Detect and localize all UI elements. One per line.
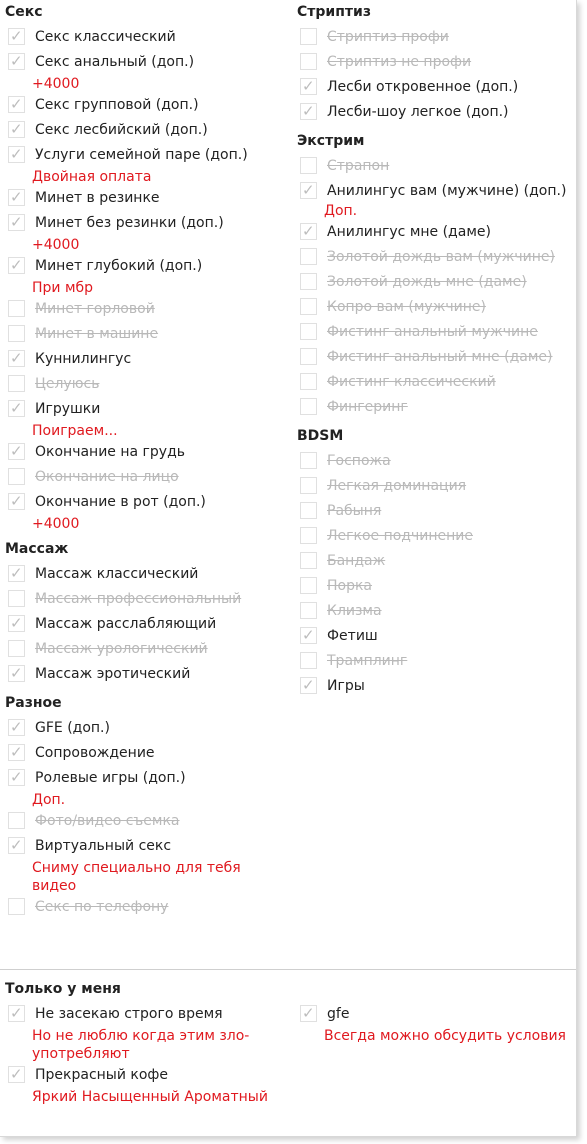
service-label: Секс по телефону xyxy=(35,899,169,915)
section-title-extreme: Экстрим xyxy=(297,133,365,149)
service-label: Прекрасный кофе xyxy=(35,1067,169,1083)
service-label: Игрушки xyxy=(35,401,101,417)
service-checkbox[interactable] xyxy=(8,300,25,317)
service-item[interactable] xyxy=(0,490,285,515)
service-label: Копро вам (мужчине) xyxy=(327,299,486,315)
service-checkbox[interactable] xyxy=(8,812,25,829)
service-label: Трамплинг xyxy=(327,653,408,669)
service-item[interactable] xyxy=(292,25,577,50)
service-checkbox[interactable] xyxy=(300,273,317,290)
service-item[interactable] xyxy=(292,220,577,245)
service-item[interactable] xyxy=(292,499,577,524)
service-item[interactable] xyxy=(292,674,577,699)
service-label: Секс классический xyxy=(35,29,176,45)
checkmark-icon: ✓ xyxy=(10,1065,23,1083)
service-label: Клизма xyxy=(327,603,382,619)
service-label: Куннилингус xyxy=(35,351,132,367)
service-label: Сопровождение xyxy=(35,745,155,761)
service-item[interactable] xyxy=(292,345,577,370)
service-item[interactable] xyxy=(292,154,577,179)
service-item[interactable] xyxy=(292,524,577,549)
service-checkbox[interactable] xyxy=(8,640,25,657)
checkmark-icon: ✓ xyxy=(302,676,315,694)
service-checkbox[interactable] xyxy=(8,719,25,736)
service-label: Госпожа xyxy=(327,453,391,469)
service-item[interactable] xyxy=(0,93,285,118)
service-item[interactable] xyxy=(0,397,285,422)
service-label: Не засекаю строго время xyxy=(35,1006,223,1022)
service-item[interactable] xyxy=(0,834,285,859)
service-item[interactable] xyxy=(292,395,577,420)
service-note: При мбр xyxy=(32,280,94,296)
service-item[interactable] xyxy=(0,637,285,662)
service-checkbox[interactable] xyxy=(300,577,317,594)
service-checkbox[interactable] xyxy=(8,665,25,682)
service-item[interactable] xyxy=(292,549,577,574)
service-label: GFE (доп.) xyxy=(35,720,110,736)
checkmark-icon: ✓ xyxy=(10,564,23,582)
service-item[interactable] xyxy=(0,372,285,397)
service-label: Стриптиз не профи xyxy=(327,54,472,70)
right-column xyxy=(292,0,577,699)
checkmark-icon: ✓ xyxy=(302,77,315,95)
service-item[interactable] xyxy=(0,347,285,372)
list-extreme xyxy=(292,154,577,420)
service-label: Минет горловой xyxy=(35,301,155,317)
section-title-misc: Разное xyxy=(5,695,62,711)
service-checkbox[interactable] xyxy=(300,477,317,494)
service-item[interactable] xyxy=(0,741,285,766)
service-item[interactable] xyxy=(292,270,577,295)
checkmark-icon: ✓ xyxy=(10,743,23,761)
service-item[interactable] xyxy=(292,50,577,75)
checkmark-icon: ✓ xyxy=(10,836,23,854)
checkmark-icon: ✓ xyxy=(10,768,23,786)
service-label: Минет глубокий (доп.) xyxy=(35,258,203,274)
service-label: Легкое подчинение xyxy=(327,528,473,544)
service-label: Секс лесбийский (доп.) xyxy=(35,122,208,138)
service-label: Анилингус мне (даме) xyxy=(327,224,491,240)
service-checkbox[interactable] xyxy=(8,53,25,70)
service-checkbox[interactable] xyxy=(300,398,317,415)
checkmark-icon: ✓ xyxy=(302,102,315,120)
service-checkbox[interactable] xyxy=(8,350,25,367)
checkmark-icon: ✓ xyxy=(10,492,23,510)
service-checkbox[interactable] xyxy=(300,103,317,120)
service-checkbox[interactable] xyxy=(300,677,317,694)
service-label: Фистинг классический xyxy=(327,374,496,390)
service-item[interactable] xyxy=(0,1002,285,1027)
section-title-bdsm: BDSM xyxy=(297,428,344,444)
service-label: Ролевые игры (доп.) xyxy=(35,770,186,786)
service-label: Окончание в рот (доп.) xyxy=(35,494,206,510)
service-checkbox[interactable] xyxy=(300,248,317,265)
service-label: Игры xyxy=(327,678,365,694)
service-item[interactable] xyxy=(0,716,285,741)
divider xyxy=(0,969,576,970)
service-label: Массаж классический xyxy=(35,566,199,582)
service-checkbox[interactable] xyxy=(8,468,25,485)
service-label: Рабыня xyxy=(327,503,382,519)
service-label: Окончание на лицо xyxy=(35,469,179,485)
service-checkbox[interactable] xyxy=(300,502,317,519)
service-label: Легкая доминация xyxy=(327,478,467,494)
service-checkbox[interactable] xyxy=(300,627,317,644)
service-checkbox[interactable] xyxy=(300,552,317,569)
service-note: +4000 xyxy=(32,516,80,532)
service-item[interactable] xyxy=(0,211,285,236)
service-item[interactable] xyxy=(292,100,577,125)
service-checkbox[interactable] xyxy=(8,121,25,138)
service-note: +4000 xyxy=(32,237,80,253)
service-checkbox[interactable] xyxy=(300,602,317,619)
checkmark-icon: ✓ xyxy=(10,145,23,163)
service-label: Секс анальный (доп.) xyxy=(35,54,195,70)
service-checkbox[interactable] xyxy=(8,325,25,342)
service-item[interactable] xyxy=(292,649,577,674)
service-note: Поиграем... xyxy=(32,423,118,439)
service-item[interactable] xyxy=(0,562,285,587)
service-checkbox[interactable] xyxy=(8,769,25,786)
service-note: Всегда можно обсудить условия xyxy=(324,1028,566,1044)
service-item[interactable] xyxy=(292,474,577,499)
checkmark-icon: ✓ xyxy=(302,626,315,644)
service-label: Лесби-шоу легкое (доп.) xyxy=(327,104,509,120)
list-only-me-right xyxy=(292,1002,577,1045)
service-item[interactable] xyxy=(0,186,285,211)
checkmark-icon: ✓ xyxy=(10,52,23,70)
checkmark-icon: ✓ xyxy=(10,718,23,736)
checkmark-icon: ✓ xyxy=(10,442,23,460)
list-striptease xyxy=(292,25,577,125)
service-label: Фото/видео съемка xyxy=(35,813,180,829)
service-checkbox[interactable] xyxy=(8,400,25,417)
checkmark-icon: ✓ xyxy=(10,120,23,138)
service-label: Услуги семейной паре (доп.) xyxy=(35,147,248,163)
service-checkbox[interactable] xyxy=(300,527,317,544)
service-checkbox[interactable] xyxy=(8,189,25,206)
service-checkbox[interactable] xyxy=(300,78,317,95)
service-checkbox[interactable] xyxy=(8,744,25,761)
service-checkbox[interactable] xyxy=(8,146,25,163)
service-item[interactable] xyxy=(292,449,577,474)
service-label: Фистинг анальный мне (даме) xyxy=(327,349,553,365)
service-checkbox[interactable] xyxy=(300,53,317,70)
section-title-striptease: Стриптиз xyxy=(297,4,371,20)
section-title-massage: Массаж xyxy=(5,541,69,557)
service-checkbox[interactable] xyxy=(8,1066,25,1083)
checkmark-icon: ✓ xyxy=(10,213,23,231)
service-note: Двойная оплата xyxy=(32,169,152,185)
service-label: Анилингус вам (мужчине) (доп.) xyxy=(327,183,567,199)
checkmark-icon: ✓ xyxy=(10,256,23,274)
service-checkbox[interactable] xyxy=(8,28,25,45)
service-item[interactable] xyxy=(292,179,577,202)
service-checkbox[interactable] xyxy=(8,96,25,113)
service-checkbox[interactable] xyxy=(300,348,317,365)
service-item[interactable] xyxy=(292,245,577,270)
service-label: Стриптиз профи xyxy=(327,29,449,45)
only-me-section xyxy=(0,977,576,1105)
service-label: Виртуальный секс xyxy=(35,838,172,854)
service-checkbox[interactable] xyxy=(300,323,317,340)
service-checkbox[interactable] xyxy=(300,298,317,315)
service-item[interactable] xyxy=(0,25,285,50)
checkmark-icon: ✓ xyxy=(10,95,23,113)
service-label: Страпон xyxy=(327,158,390,174)
service-label: Минет в машине xyxy=(35,326,159,342)
checkmark-icon: ✓ xyxy=(10,399,23,417)
service-checkbox[interactable] xyxy=(300,452,317,469)
service-label: Целуюсь xyxy=(35,376,100,392)
service-checkbox[interactable] xyxy=(300,28,317,45)
list-sex xyxy=(0,25,285,533)
service-item[interactable] xyxy=(0,662,285,687)
service-label: Массаж эротический xyxy=(35,666,191,682)
service-item[interactable] xyxy=(292,599,577,624)
service-item[interactable] xyxy=(292,75,577,100)
service-checkbox[interactable] xyxy=(8,214,25,231)
checkmark-icon: ✓ xyxy=(302,222,315,240)
left-column xyxy=(0,0,285,920)
service-label: gfe xyxy=(327,1006,350,1022)
service-note: +4000 xyxy=(32,76,80,92)
service-checkbox[interactable] xyxy=(8,837,25,854)
service-item[interactable] xyxy=(0,440,285,465)
service-item[interactable] xyxy=(292,624,577,649)
service-note: Доп. xyxy=(324,203,358,219)
list-misc xyxy=(0,716,285,920)
service-note: Яркий Насыщенный Ароматный xyxy=(32,1089,268,1105)
service-item[interactable] xyxy=(0,587,285,612)
service-checkbox[interactable] xyxy=(8,1005,25,1022)
service-checkbox[interactable] xyxy=(8,493,25,510)
service-item[interactable] xyxy=(0,118,285,143)
service-item[interactable] xyxy=(0,465,285,490)
service-item[interactable] xyxy=(292,320,577,345)
checkmark-icon: ✓ xyxy=(10,188,23,206)
service-item[interactable] xyxy=(0,1063,285,1088)
service-label: Лесби откровенное (доп.) xyxy=(327,79,519,95)
service-label: Порка xyxy=(327,578,373,594)
service-label: Секс групповой (доп.) xyxy=(35,97,199,113)
service-label: Минет без резинки (доп.) xyxy=(35,215,224,231)
checkmark-icon: ✓ xyxy=(302,1004,315,1022)
service-item[interactable] xyxy=(292,574,577,599)
service-label: Минет в резинке xyxy=(35,190,160,206)
service-label: Фистинг анальный мужчине xyxy=(327,324,538,340)
service-item[interactable] xyxy=(292,370,577,395)
service-item[interactable] xyxy=(0,809,285,834)
service-checkbox[interactable] xyxy=(300,223,317,240)
service-label: Золотой дождь мне (даме) xyxy=(327,274,527,290)
service-label: Массаж урологический xyxy=(35,641,208,657)
checkmark-icon: ✓ xyxy=(10,349,23,367)
checkmark-icon: ✓ xyxy=(302,181,315,199)
service-label: Массаж расслабляющий xyxy=(35,616,217,632)
service-label: Массаж профессиональный xyxy=(35,591,242,607)
service-label: Фингеринг xyxy=(327,399,408,415)
service-checkbox[interactable] xyxy=(8,898,25,915)
service-checkbox[interactable] xyxy=(8,565,25,582)
service-label: Бандаж xyxy=(327,553,386,569)
service-checkbox[interactable] xyxy=(300,1005,317,1022)
service-checkbox[interactable] xyxy=(8,615,25,632)
service-label: Окончание на грудь xyxy=(35,444,186,460)
service-item[interactable] xyxy=(0,143,285,168)
service-checkbox[interactable] xyxy=(300,652,317,669)
list-only-me-left xyxy=(0,1002,285,1106)
service-checkbox[interactable] xyxy=(8,590,25,607)
checkmark-icon: ✓ xyxy=(10,614,23,632)
section-title-sex: Секс xyxy=(5,4,43,20)
list-massage xyxy=(0,562,285,687)
service-checkbox[interactable] xyxy=(300,157,317,174)
checkmark-icon: ✓ xyxy=(10,1004,23,1022)
service-checkbox[interactable] xyxy=(8,375,25,392)
section-title-only-me: Только у меня xyxy=(5,981,121,997)
checkmark-icon: ✓ xyxy=(10,27,23,45)
service-item[interactable] xyxy=(0,895,285,920)
checkmark-icon: ✓ xyxy=(10,664,23,682)
service-checkbox[interactable] xyxy=(300,373,317,390)
service-label: Золотой дождь вам (мужчине) xyxy=(327,249,555,265)
service-item[interactable] xyxy=(0,297,285,322)
service-item[interactable] xyxy=(0,612,285,637)
service-note: Сниму специально для тебя видео xyxy=(32,860,241,894)
service-item[interactable] xyxy=(0,322,285,347)
service-note: Доп. xyxy=(32,792,66,808)
service-item[interactable] xyxy=(0,254,285,279)
service-item[interactable] xyxy=(292,295,577,320)
service-note: Но не люблю когда этим зло-употребляют xyxy=(32,1028,250,1062)
list-bdsm xyxy=(292,449,577,699)
service-item[interactable] xyxy=(0,50,285,75)
service-item[interactable] xyxy=(0,766,285,791)
service-checkbox[interactable] xyxy=(8,257,25,274)
service-checkbox[interactable] xyxy=(8,443,25,460)
service-item[interactable] xyxy=(292,1002,577,1027)
service-label: Фетиш xyxy=(327,628,378,644)
